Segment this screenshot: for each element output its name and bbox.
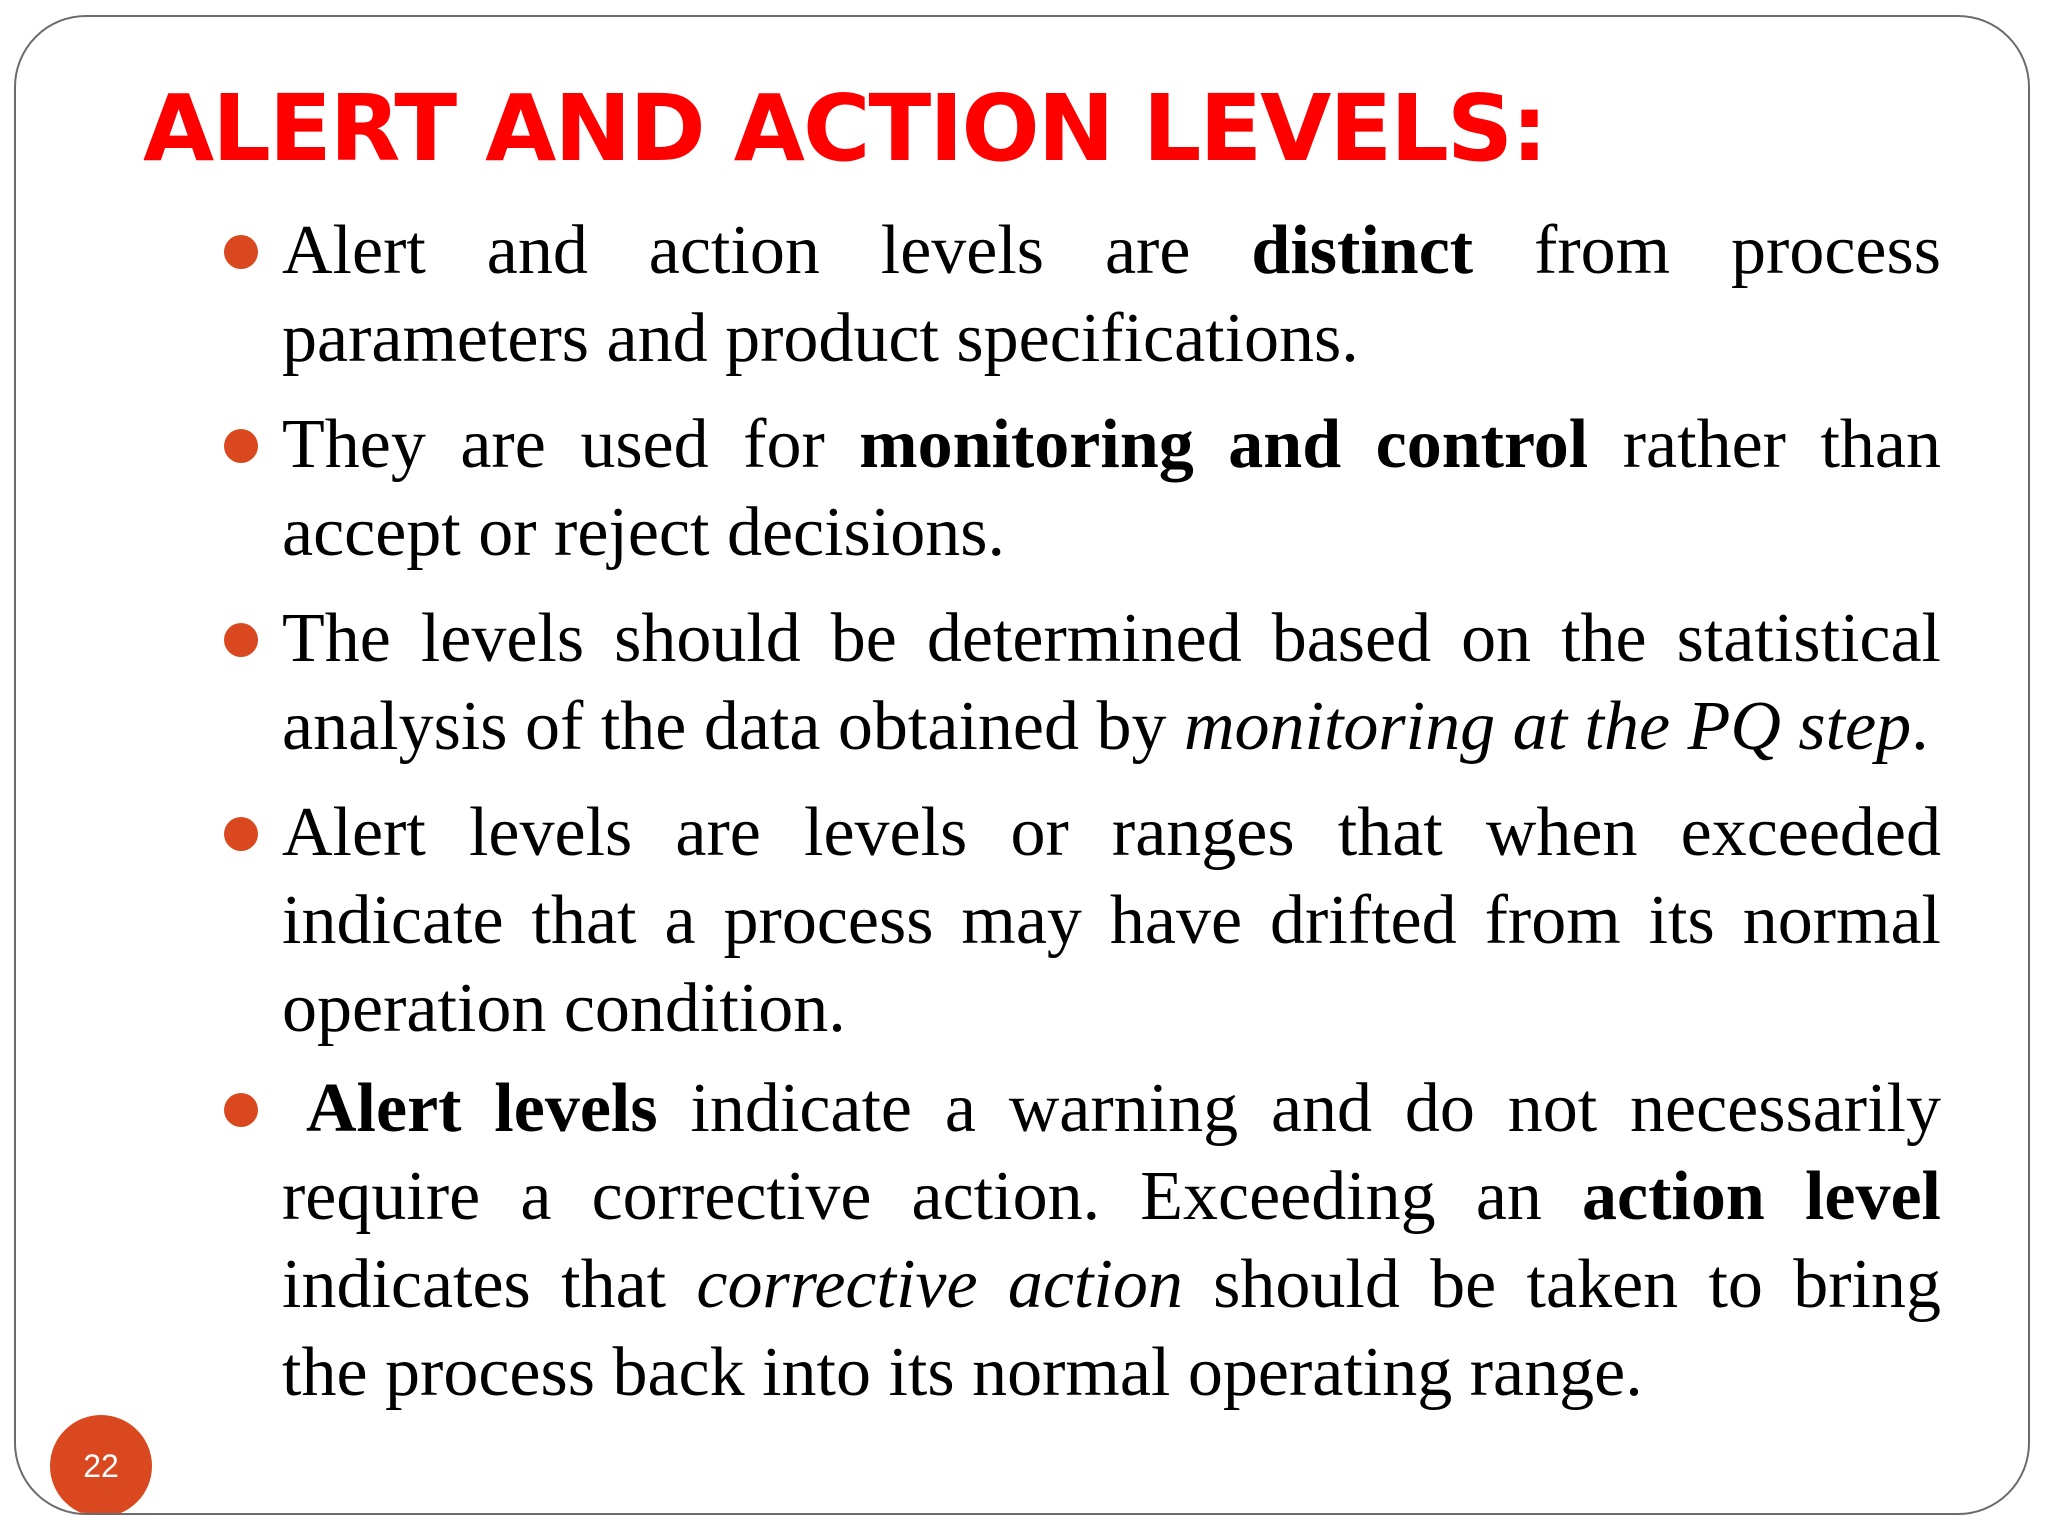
bullet-item-distinct [211, 207, 1941, 383]
bullet-text: indicate a warning and do not necessarily require a corrective action. Exceeding an [282, 1070, 1941, 1235]
bullet-dot-icon [224, 623, 258, 657]
bullet-bold-text: monitoring and control [859, 406, 1589, 483]
bullet-bold-text: distinct [1251, 212, 1474, 289]
bullet-dot-icon [224, 235, 258, 269]
bullet-text: rather than accept or reject decisions. [282, 406, 1941, 571]
bullet-dot-icon [224, 429, 258, 463]
bullet-bold-text: action level [1582, 1158, 1941, 1235]
bullet-text: . [1911, 688, 1929, 765]
bullet-text: Alert and action levels are [282, 212, 1252, 289]
bullet-dot-icon [224, 817, 258, 851]
bullet-text: The levels should be determined based on the statistical analysis of the data obtained by [282, 600, 1941, 765]
bullet-item-alert-vs-action [211, 1065, 1941, 1417]
bullet-dot-icon [224, 1093, 258, 1127]
bullet-text: They are used for [282, 406, 860, 483]
bullet-text: from process parameters and product specifications. [282, 212, 1941, 377]
bullet-text: Alert levels are levels or ranges that when exceeded indicate that a process may have drifted from its normal operation condition. [282, 794, 1941, 1047]
bullet-item-monitoring-control [211, 401, 1941, 577]
bullet-list [211, 207, 1941, 1435]
bullet-text: should be taken to bring the process back into its normal operating range. [282, 1246, 1941, 1411]
bullet-bold-text: Alert levels [306, 1070, 658, 1147]
slide-frame [14, 15, 2030, 1515]
bullet-text: indicates that [282, 1246, 697, 1323]
bullet-item-alert-levels-drift [211, 789, 1941, 1053]
page-number-badge: 22 [50, 1415, 152, 1515]
slide-title: ALERT AND ACTION LEVELS: [143, 75, 1546, 182]
bullet-italic-text: corrective action [696, 1246, 1183, 1323]
bullet-item-statistical-analysis [211, 595, 1941, 771]
bullet-italic-text: monitoring at the PQ step [1183, 688, 1912, 765]
